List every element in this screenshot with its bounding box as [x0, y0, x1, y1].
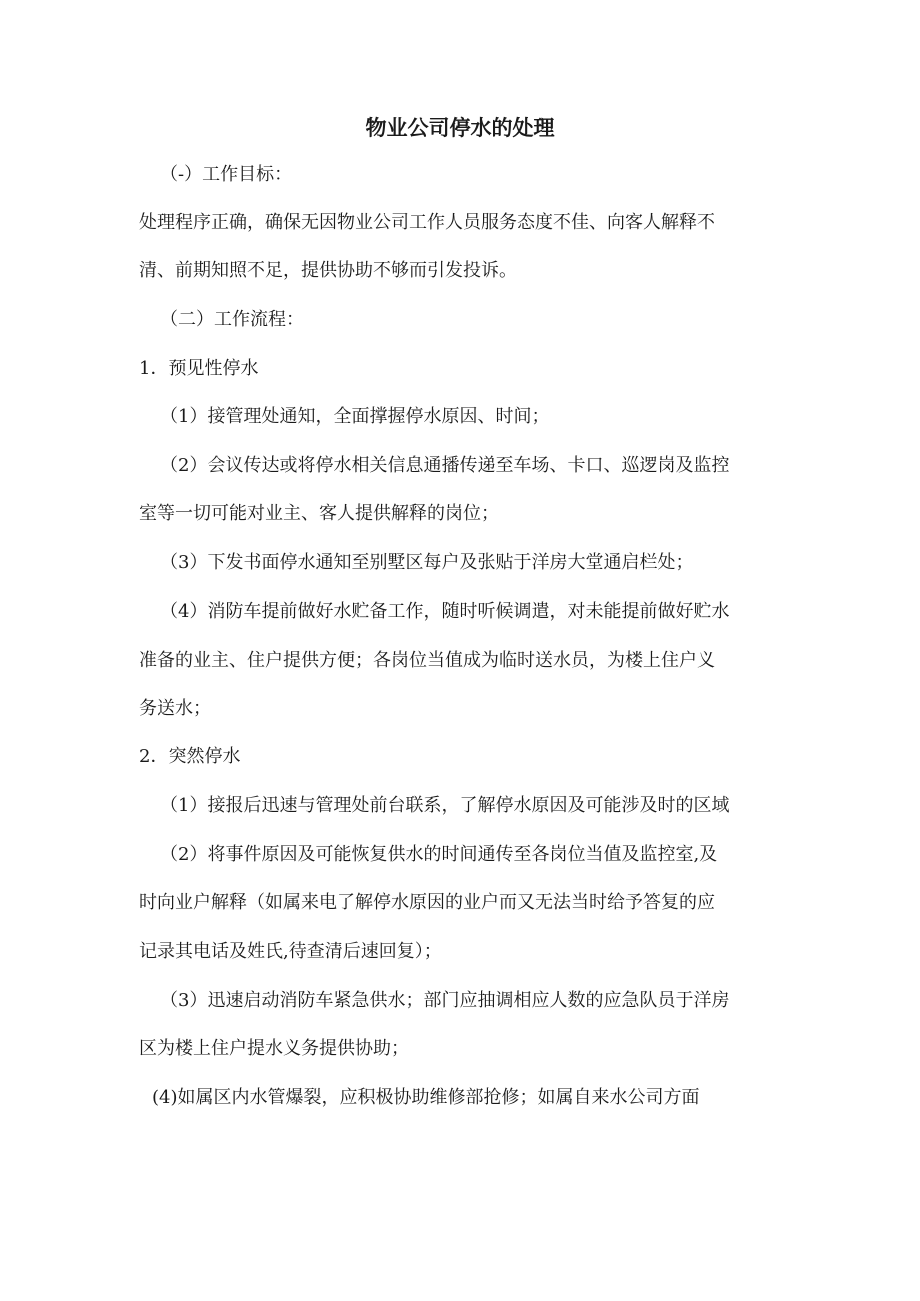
list-item: （3）迅速启动消防车紧急供水；部门应抽调相应人数的应急队员于洋房: [160, 990, 730, 1011]
list-item-continuation: 准备的业主、住户提供方便；各岗位当值成为临时送水员，为楼上住户义: [139, 650, 715, 671]
list-item-continuation: 区为楼上住户提水义务提供协助；: [139, 1038, 409, 1059]
document-title: 物业公司停水的处理: [365, 116, 555, 140]
list-item: （1）接报后迅速与管理处前台联系，了解停水原因及可能涉及时的区域: [160, 795, 730, 816]
paragraph-line: 处理程序正确，确保无因物业公司工作人员服务态度不佳、向客人解释不: [139, 212, 715, 233]
list-item: （4）消防车提前做好水贮备工作，随时听候调遣，对未能提前做好贮水: [160, 601, 730, 622]
list-item-continuation: 记录其电话及姓氏,待查清后速回复）；: [139, 941, 442, 962]
list-item: （3）下发书面停水通知至别墅区每户及张贴于洋房大堂通启栏处；: [160, 552, 694, 573]
list-item-continuation: 务送水；: [139, 698, 211, 719]
section-heading-goal: （-）工作目标：: [160, 164, 293, 185]
list-item: (4)如属区内水管爆裂，应积极协助维修部抢修；如属自来水公司方面: [152, 1087, 700, 1108]
list-item: （1）接管理处通知，全面撑握停水原因、时间；: [160, 406, 550, 427]
list-item: （2）将事件原因及可能恢复供水的时间通传至各岗位当值及监控室,及: [160, 844, 718, 865]
subsection-heading-planned-outage: 1．预见性停水: [139, 358, 259, 379]
subsection-heading-sudden-outage: 2．突然停水: [139, 746, 241, 767]
paragraph-line: 清、前期知照不足，提供协助不够而引发投诉。: [139, 260, 517, 281]
section-heading-process: （二）工作流程：: [160, 309, 304, 330]
list-item-continuation: 室等一切可能对业主、客人提供解释的岗位；: [139, 503, 499, 524]
list-item-continuation: 时向业户解释（如属来电了解停水原因的业户而又无法当时给予答复的应: [139, 892, 715, 913]
list-item: （2）会议传达或将停水相关信息通播传递至车场、卡口、巡逻岗及监控: [160, 455, 730, 476]
